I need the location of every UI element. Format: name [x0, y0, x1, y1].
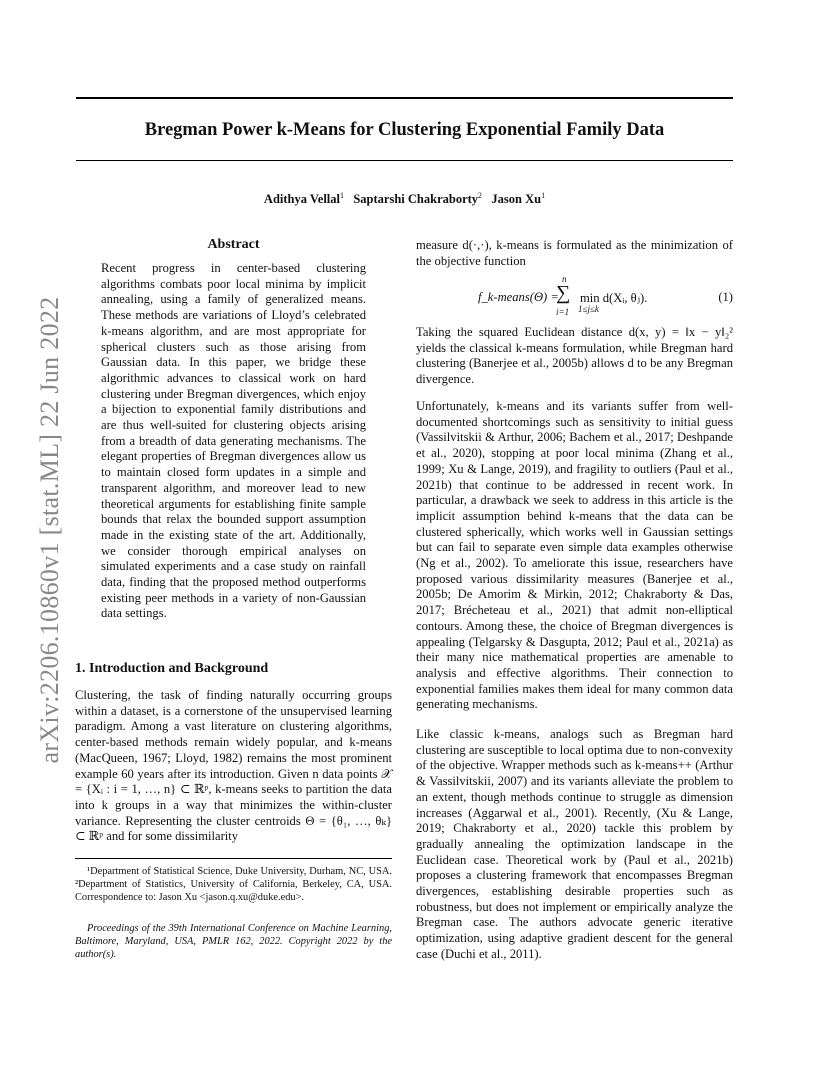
section-heading: 1. Introduction and Background	[75, 661, 269, 676]
equation-1	[416, 274, 733, 318]
paper-title: Bregman Power k-Means for Clustering Exponential Family Data	[144, 120, 665, 140]
arxiv-sidebar	[20, 280, 80, 780]
abstract-body	[101, 261, 366, 622]
right-paragraph-1: Taking the squared Euclidean distance d(x, y) = ‖x − y‖₂² yields the classical k-means formulation, while Bregman hard clustering (Banerjee et al., 2005b) allows d to be any Bregman divergence.	[416, 325, 733, 387]
summation-symbol: ∑	[556, 282, 571, 304]
sum-lower: i=1	[556, 307, 570, 317]
author-name: Adithya Vellal	[263, 192, 340, 207]
footnotes	[75, 858, 392, 961]
author-list: Adithya Vellal$^1$ Saptarshi Chakraborty$^2$ Jason Xu$^1$	[263, 191, 546, 207]
min-subscript: 1≤j≤k	[578, 304, 599, 314]
equation-lhs: f_k-means(Θ) =	[478, 290, 559, 304]
abstract-heading: Abstract	[207, 237, 260, 252]
author-name: Saptarshi Chakraborty	[353, 192, 479, 207]
right-paragraph-2: Unfortunately, k-means and its variants suffer from well-documented shortcomings such as sensitivity to initial guess (Vassilvitskii & Arthur, 2006; Bachem et al., 2017; Deshpande et al., 2020), stopping at poor local minima (Zhang et al., 1999; Xu & Lange, 2019), and fragility to outliers (Paul et al., 2021b) that continue to be addressed in recent work. In particular, a drawback we seek to address in this article is the implicit assumption behind k-means that the data can be clustered spherically, which works well in Gaussian settings but can fail to separate even simple data examples otherwise (Ng et al., 2002). To ameliorate this issue, researchers have proposed various dissimilarity measures (Banerjee et al., 2005b; De Amorim & Mirkin, 2012; Chakraborty & Das, 2017; Brécheteau et al., 2021) that admit non-elliptical contours. Among these, the choice of Bregman divergences is appealing (Telgarsky & Dasgupta, 2012; Paul et al., 2021a) as their many nice mathematical properties are amenable to analysis and effective algorithms. Their connection to exponential families makes them ideal for many common data generating mechanisms.	[416, 399, 733, 712]
top-rule	[76, 97, 733, 99]
equation-rhs: min d(Xᵢ, θⱼ).	[580, 291, 648, 305]
equation-number: (1)	[718, 290, 733, 304]
arxiv-identifier: arXiv:2206.10860v1 [stat.ML] 22 Jun 2022	[35, 296, 64, 764]
title-rule	[76, 160, 733, 161]
proceedings-note: Proceedings of the 39th International Conference on Machine Learning, Baltimore, Maryland, USA, PMLR 162, 2022. Copyright 2022 by the author(s).	[75, 923, 392, 960]
right-paragraph-3: Like classic k-means, analogs such as Bregman hard clustering are susceptible to local optima due to non-convexity of the objective. Wrapper methods such as k-means++ (Arthur & Vassilvitskii, 2007) and its variants alleviate the problem to an extent, though methods continue to struggle as dimension increases (Aggarwal et al., 2001). Recently, (Xu & Lange, 2019; Chakraborty et al., 2020) tackle this problem by gradually annealing the optimization landscape in the Euclidean case. Theoretical work by (Paul et al., 2021b) proposes a clustering framework that encompasses Bregman divergences, establishing desirable properties such as robustness, but does not implement or empirically analyze the Bregman case. The authors advocate generic iterative optimization, using adaptive gradient descent for the general case (Duchi et al., 2011).	[416, 727, 733, 961]
intro-paragraph	[75, 688, 392, 845]
intro-text: Clustering, the task of finding naturally occurring groups within a dataset, is a cornerstone of the unsupervised learning paradigm. Among a vast literature on clustering algorithms, center-based methods remain widely popular, and k-means (MacQueen, 1967; Lloyd, 1982) remains the most prominent example 60 years after its introduction. Given n data points 𝒳 = {Xᵢ : i = 1, …, n} ⊂ ℝᵖ, k-means seeks to partition the data into k groups in a way that minimizes the within-cluster variance. Representing the cluster centroids Θ = {θ₁, …, θₖ} ⊂ ℝᵖ and for some dissimilarity	[75, 688, 392, 844]
author-name: Jason Xu	[491, 192, 542, 207]
affiliation-footnote: ¹Department of Statistical Science, Duke University, Durham, NC, USA. ²Department of Statistics, University of California, Berkeley, CA, USA. Correspondence to: Jason Xu <jason.q.xu@duke.edu>.	[75, 866, 392, 903]
abstract-text: Recent progress in center-based clustering algorithms combats poor local minima by implicit annealing, using a family of generalized means. These methods are variations of Lloyd’s celebrated k-means algorithm, and are most appropriate for spherical clusters such as those arising from Gaussian data. In this paper, we bridge these algorithmic advances to classical work on hard clustering under Bregman divergences, which enjoy a bijection to exponential family distributions and are thus well-suited for clustering objects arising from a breadth of data generating mechanisms. The elegant properties of Bregman divergences allow us to maintain closed form updates in a simple and transparent algorithm, and moreover lead to new theoretical arguments for establishing finite sample bounds that relax the bounded support assumption made in the existing state of the art. Additionally, we consider thorough empirical analyses on simulated experiments and a case study on rainfall data, finding that the proposed method outperforms existing peer methods in a variety of non-Gaussian data settings.	[101, 261, 366, 621]
sum-upper: n	[562, 274, 567, 284]
right-paragraph-intro: measure d(·,·), k-means is formulated as the minimization of the objective function	[416, 238, 733, 268]
